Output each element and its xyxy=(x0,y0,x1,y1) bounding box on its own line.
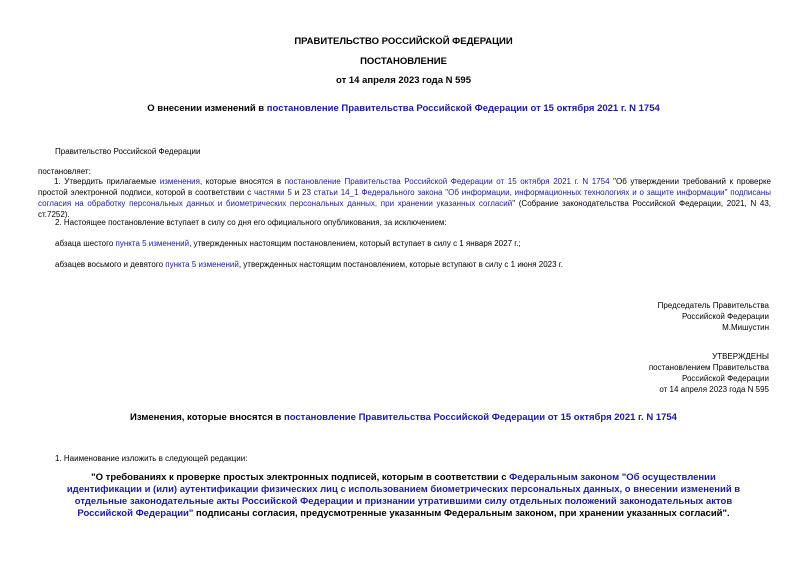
approval-line: постановлением Правительства xyxy=(648,363,769,372)
paragraph-1-text: 1. Утвердить прилагаемые xyxy=(54,177,160,186)
government-heading: ПРАВИТЕЛЬСТВО РОССИЙСКОЙ ФЕДЕРАЦИИ xyxy=(294,36,513,47)
article-14-1-link[interactable]: 23 статьи 14_1 Федерального закона "Об информации, информационных технологиях и о защите информации" подписаны согласия на обработку персональных данных и биометрических персональных данных, при хранении указанных согласий xyxy=(38,188,772,208)
changes-item-1: 1. Наименование изложить в следующей редакции: xyxy=(55,454,248,463)
signature-title: Председатель Правительства xyxy=(657,301,769,310)
document-date: от 14 апреля 2023 года N 595 xyxy=(336,75,471,86)
decree-1754-link[interactable]: постановление Правительства Российской Федерации от 15 октября 2021 г. N 1754 xyxy=(283,412,677,423)
paragraph-1-text: и xyxy=(291,188,303,197)
part-5-link[interactable]: частями 5 xyxy=(254,188,292,197)
approval-block xyxy=(649,351,769,395)
approval-heading: УТВЕРЖДЕНЫ xyxy=(712,352,769,361)
paragraph-2: 2. Настоящее постановление вступает в силу со дня его официального опубликования, за исключением: xyxy=(55,218,447,227)
document-title xyxy=(0,103,807,115)
federal-law-link[interactable]: Федеральным законом "Об осуществлении идентификации и (или) аутентификации физических лиц с использованием биометрических персональных данных, о внесении изменений в отдельные законодательные акты Российской Федерации и признании утратившими силу отдельных положений законодательных актов Российской Федерации" xyxy=(66,472,741,519)
item-5-changes-link[interactable]: пункта 5 изменений xyxy=(115,239,190,248)
paragraph-1-text: " (Собрание законодательства Российской Федерации, 2021, N 43, ст.7252). xyxy=(38,199,772,219)
quote-text: подписаны согласия, предусмотренные указанным Федеральным законом, при хранении указанных согласий". xyxy=(193,508,730,519)
paragraph-3 xyxy=(55,238,521,249)
signature-title: Российской Федерации xyxy=(682,312,769,321)
new-title-quote xyxy=(55,472,752,520)
paragraph-4 xyxy=(55,259,563,270)
paragraph-4-text: , утвержденных настоящим постановлением, которые вступают в силу с 1 июня 2023 г. xyxy=(238,260,563,269)
issuer: Правительство Российской Федерации xyxy=(55,147,201,156)
paragraph-1-text: "Об утверждении требований к проверке простой электронной подписи, которой в соответствии с xyxy=(38,177,771,197)
signature-block xyxy=(658,300,769,333)
paragraph-1 xyxy=(38,176,771,220)
paragraph-4-text: абзацев восьмого и девятого xyxy=(55,260,166,269)
paragraph-3-text: , утвержденных настоящим постановлением, который вступает в силу с 1 января 2027 г.; xyxy=(189,239,521,248)
approval-line: Российской Федерации xyxy=(682,374,769,383)
document-title-prefix: О внесении изменений в xyxy=(147,103,267,114)
changes-title xyxy=(0,412,807,424)
changes-link[interactable]: изменения xyxy=(159,177,200,186)
signature-name: М.Мишустин xyxy=(722,323,769,332)
changes-title-prefix: Изменения, которые вносятся в xyxy=(130,412,284,423)
approval-date: от 14 апреля 2023 года N 595 xyxy=(659,385,769,394)
paragraph-1-text: , которые вносятся в xyxy=(199,177,285,186)
paragraph-3-text: абзаца шестого xyxy=(55,239,116,248)
decree-1754-link[interactable]: постановление Правительства Российской Федерации от 15 октября 2021 г. N 1754 xyxy=(266,103,660,114)
quote-text: "О требованиях к проверке простых электронных подписей, которым в соответствии с xyxy=(91,472,510,483)
item-5-changes-link[interactable]: пункта 5 изменений xyxy=(165,260,239,269)
decree-1754-link[interactable]: постановление Правительства Российской Федерации от 15 октября 2021 г. N 1754 xyxy=(284,177,610,186)
decides-label: постановляет: xyxy=(38,167,91,176)
document-type: ПОСТАНОВЛЕНИЕ xyxy=(360,56,447,67)
